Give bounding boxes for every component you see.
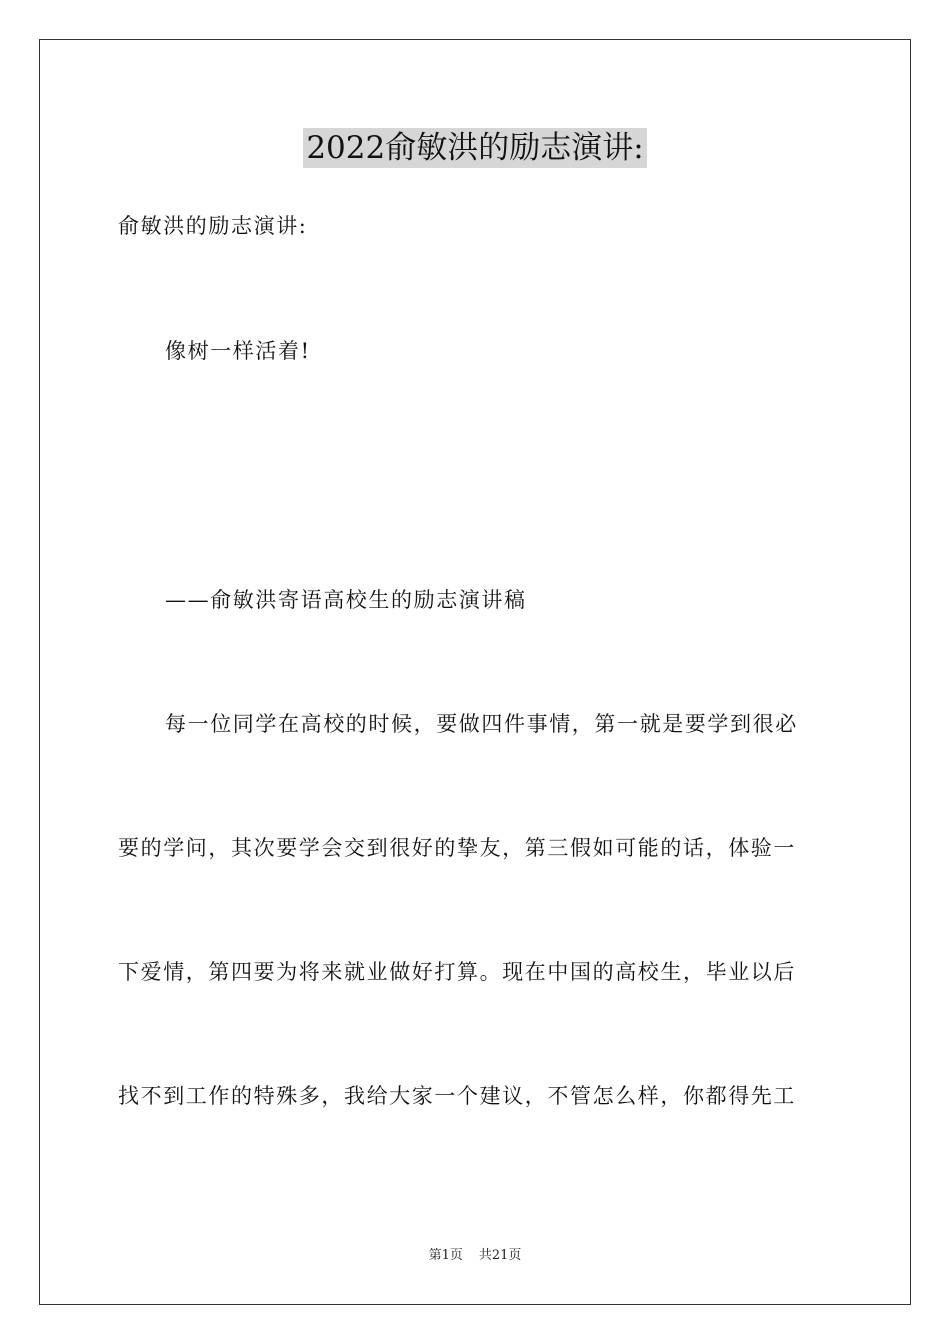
title-container [0,128,950,168]
page-footer [0,1247,950,1265]
source-line: ——俞敏洪寄语高校生的励志演讲稿 [165,588,527,612]
subtitle-line: 像树一样活着! [165,339,311,363]
paragraph-line-4: 找不到工作的特殊多，我给大家一个建议，不管怎么样，你都得先工 [118,1084,796,1108]
paragraph-line-1: 每一位同学在高校的时候，要做四件事情，第一就是要学到很必 [165,712,798,736]
page-number: 第1页 [428,1248,463,1263]
paragraph-line-2: 要的学问，其次要学会交到很好的挚友，第三假如可能的话，体验一 [118,836,796,860]
document-title: 2022俞敏洪的励志演讲: [303,128,646,168]
paragraph-line-3: 下爱情，第四要为将来就业做好打算。现在中国的高校生，毕业以后 [118,960,796,984]
intro-line: 俞敏洪的励志演讲: [118,214,308,238]
page-total: 共21页 [478,1248,522,1263]
